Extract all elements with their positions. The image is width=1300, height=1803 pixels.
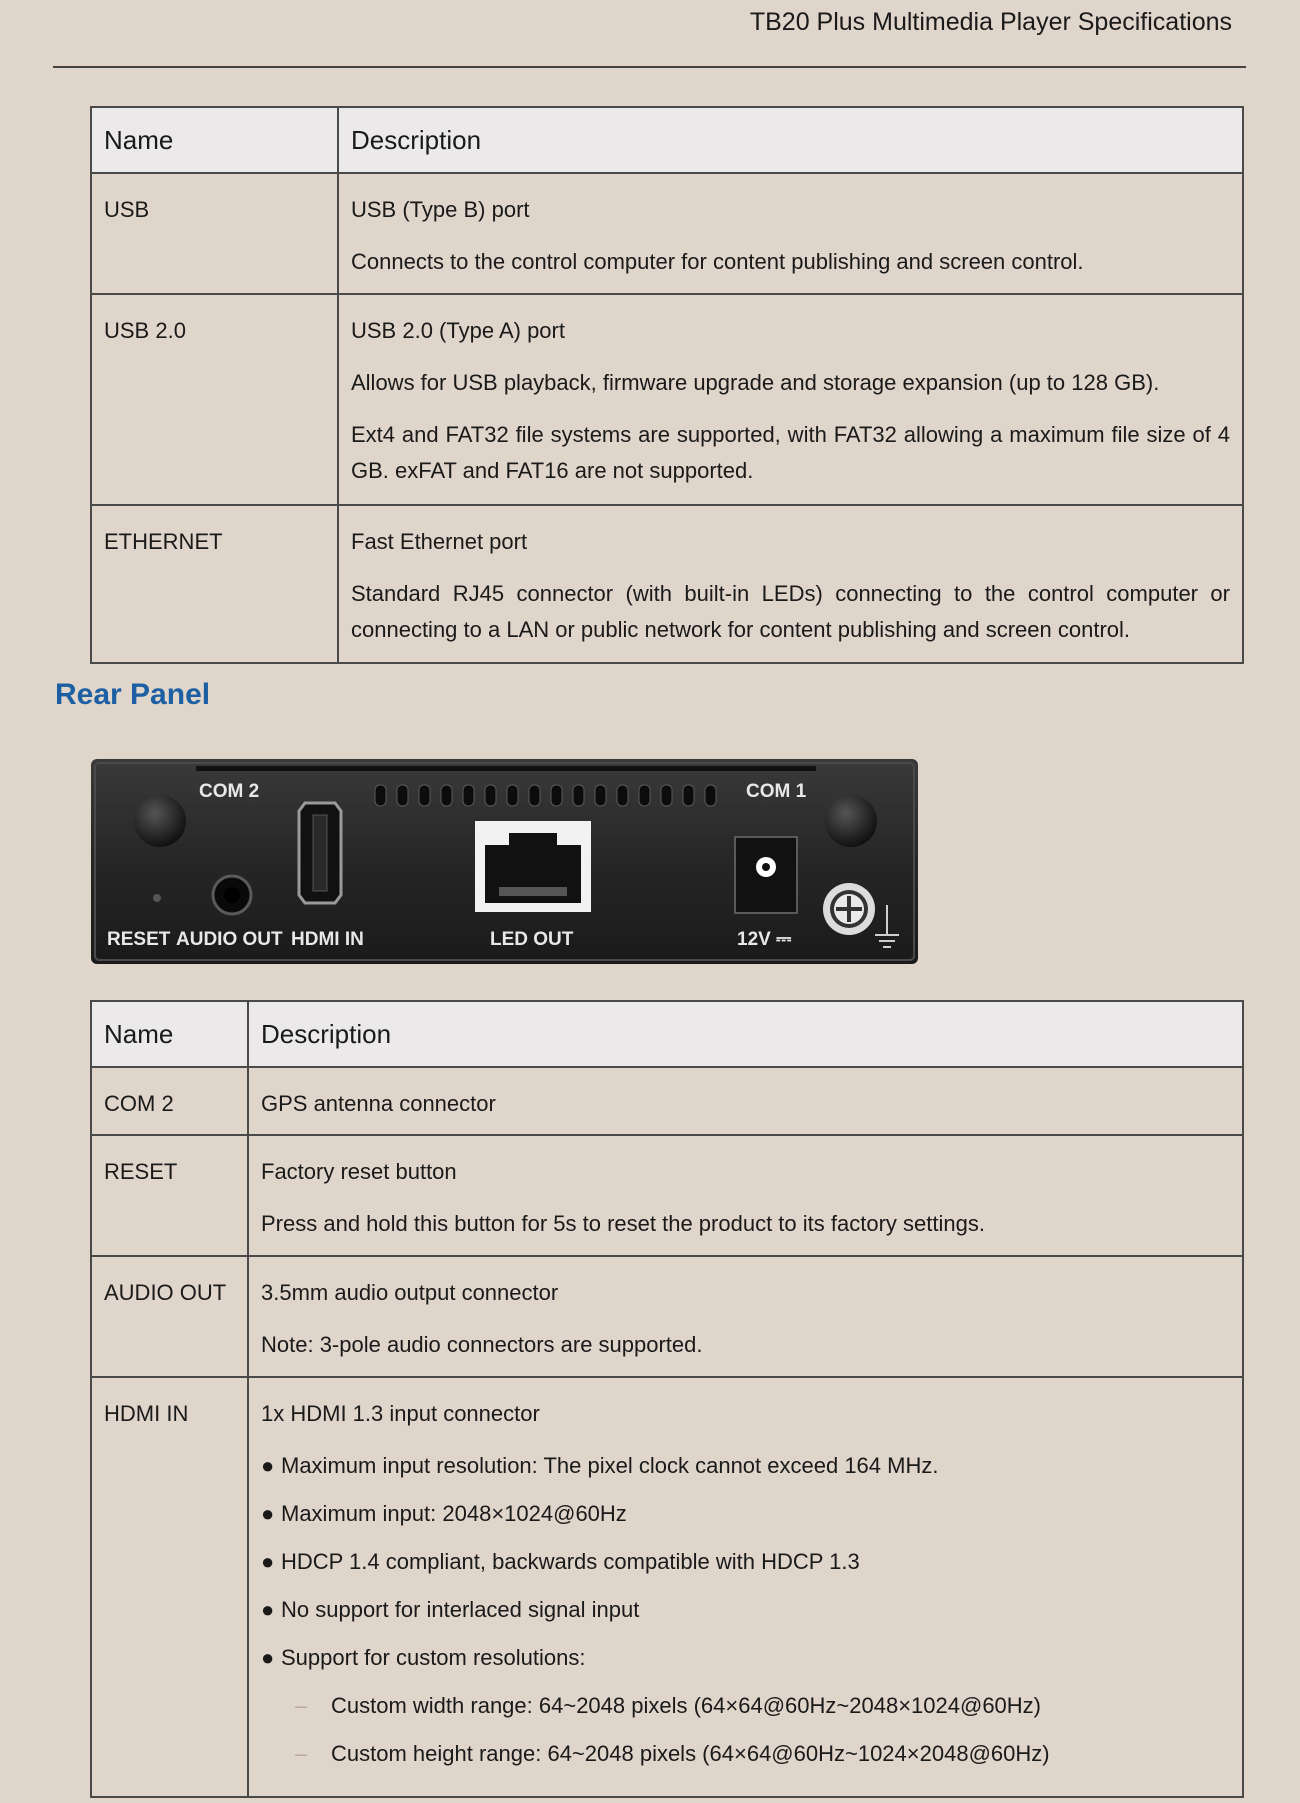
description-line: Factory reset button: [261, 1159, 457, 1184]
description-line: Fast Ethernet port: [351, 529, 528, 554]
description-line: Note: 3-pole audio connectors are supported.: [261, 1332, 703, 1357]
description-line: 3.5mm audio output connector: [261, 1280, 559, 1305]
column-header-description: Description: [338, 107, 1243, 173]
column-header-description: Description: [248, 1001, 1243, 1067]
table-row: [91, 173, 1243, 294]
table-header-row: [91, 1001, 1243, 1067]
bullet-icon: ●: [261, 1597, 275, 1622]
row-description: [338, 294, 1243, 505]
table-header-row: [91, 107, 1243, 173]
row-description: [338, 173, 1243, 294]
label-reset: RESET: [107, 929, 171, 950]
row-description: [248, 1377, 1243, 1797]
row-name-com2: COM 2: [91, 1067, 248, 1135]
list-item-text: Support for custom resolutions:: [281, 1645, 586, 1670]
column-header-name: Name: [91, 107, 338, 173]
row-description: [248, 1135, 1243, 1256]
dash-icon: –: [295, 1741, 308, 1766]
column-header-name: Name: [91, 1001, 248, 1067]
front-ports-table: [90, 106, 1244, 664]
hdmi-port-icon: [299, 803, 341, 903]
label-com1: COM 1: [746, 781, 807, 802]
list-item-text: Maximum input: 2048×1024@60Hz: [281, 1501, 627, 1526]
rear-panel-illustration: [91, 759, 918, 964]
description-line: GPS antenna connector: [261, 1091, 496, 1116]
dc-power-jack-icon: [735, 837, 797, 913]
dash-icon: –: [295, 1693, 308, 1718]
bullet-icon: ●: [261, 1645, 275, 1670]
audio-jack-icon: [213, 876, 251, 914]
section-heading-rear-panel: Rear Panel: [55, 678, 211, 711]
sub-list-item-text: Custom height range: 64~2048 pixels (64×64@60Hz~1024×2048@60Hz): [331, 1741, 1050, 1766]
bullet-icon: ●: [261, 1501, 275, 1526]
sub-list-item-text: Custom width range: 64~2048 pixels (64×64@60Hz~2048×1024@60Hz): [331, 1693, 1042, 1718]
row-name-hdmi-in: HDMI IN: [91, 1377, 248, 1797]
row-name-ethernet: ETHERNET: [91, 505, 338, 663]
sub-list-item: [261, 1688, 1230, 1724]
rj45-port-icon: [475, 821, 591, 912]
description-line: Allows for USB playback, firmware upgrade and storage expansion (up to 128 GB).: [351, 370, 1160, 395]
row-description: [248, 1256, 1243, 1377]
table-row: [91, 1135, 1243, 1256]
table-row: [91, 1377, 1243, 1797]
description-line: Press and hold this button for 5s to reset the product to its factory settings.: [261, 1211, 985, 1236]
row-name-reset: RESET: [91, 1135, 248, 1256]
table-row: [91, 505, 1243, 663]
list-item: [261, 1544, 1230, 1580]
description-line: Standard RJ45 connector (with built-in LEDs) connecting to the control computer or connecting to a LAN or public network for content publishing and screen control.: [351, 581, 1230, 642]
page-header-title: TB20 Plus Multimedia Player Specifications: [749, 8, 1232, 36]
table-row: [91, 1256, 1243, 1377]
label-power: 12V ⎓: [737, 929, 792, 950]
ground-screw-icon: [823, 883, 875, 935]
reset-pinhole-icon: [153, 894, 161, 902]
sub-list-item: [261, 1736, 1230, 1772]
label-hdmi-in: HDMI IN: [291, 929, 364, 950]
label-com2: COM 2: [199, 781, 260, 802]
rear-ports-table: [90, 1000, 1244, 1798]
table-row: [91, 1067, 1243, 1135]
row-name-usb: USB: [91, 173, 338, 294]
com2-antenna-connector-icon: [134, 795, 186, 847]
com1-antenna-connector-icon: [825, 795, 877, 847]
list-item: [261, 1592, 1230, 1628]
row-description: [248, 1067, 1243, 1135]
description-line: USB 2.0 (Type A) port: [351, 318, 565, 343]
row-description: [338, 505, 1243, 663]
row-name-usb2: USB 2.0: [91, 294, 338, 505]
label-audio-out: AUDIO OUT: [176, 929, 283, 950]
header-divider: [53, 66, 1246, 68]
list-item: [261, 1448, 1230, 1484]
row-name-audio-out: AUDIO OUT: [91, 1256, 248, 1377]
list-item: [261, 1640, 1230, 1676]
description-line: USB (Type B) port: [351, 197, 530, 222]
description-line: 1x HDMI 1.3 input connector: [261, 1401, 540, 1426]
bullet-icon: ●: [261, 1549, 275, 1574]
label-led-out: LED OUT: [490, 929, 574, 950]
list-item-text: No support for interlaced signal input: [281, 1597, 640, 1622]
list-item-text: Maximum input resolution: The pixel clock cannot exceed 164 MHz.: [281, 1453, 939, 1478]
description-line: Ext4 and FAT32 file systems are supported, with FAT32 allowing a maximum file size of 4 GB. exFAT and FAT16 are not supported.: [351, 422, 1230, 483]
list-item-text: HDCP 1.4 compliant, backwards compatible with HDCP 1.3: [281, 1549, 860, 1574]
list-item: [261, 1496, 1230, 1532]
description-line: Connects to the control computer for content publishing and screen control.: [351, 249, 1084, 274]
table-row: [91, 294, 1243, 505]
bullet-icon: ●: [261, 1453, 275, 1478]
